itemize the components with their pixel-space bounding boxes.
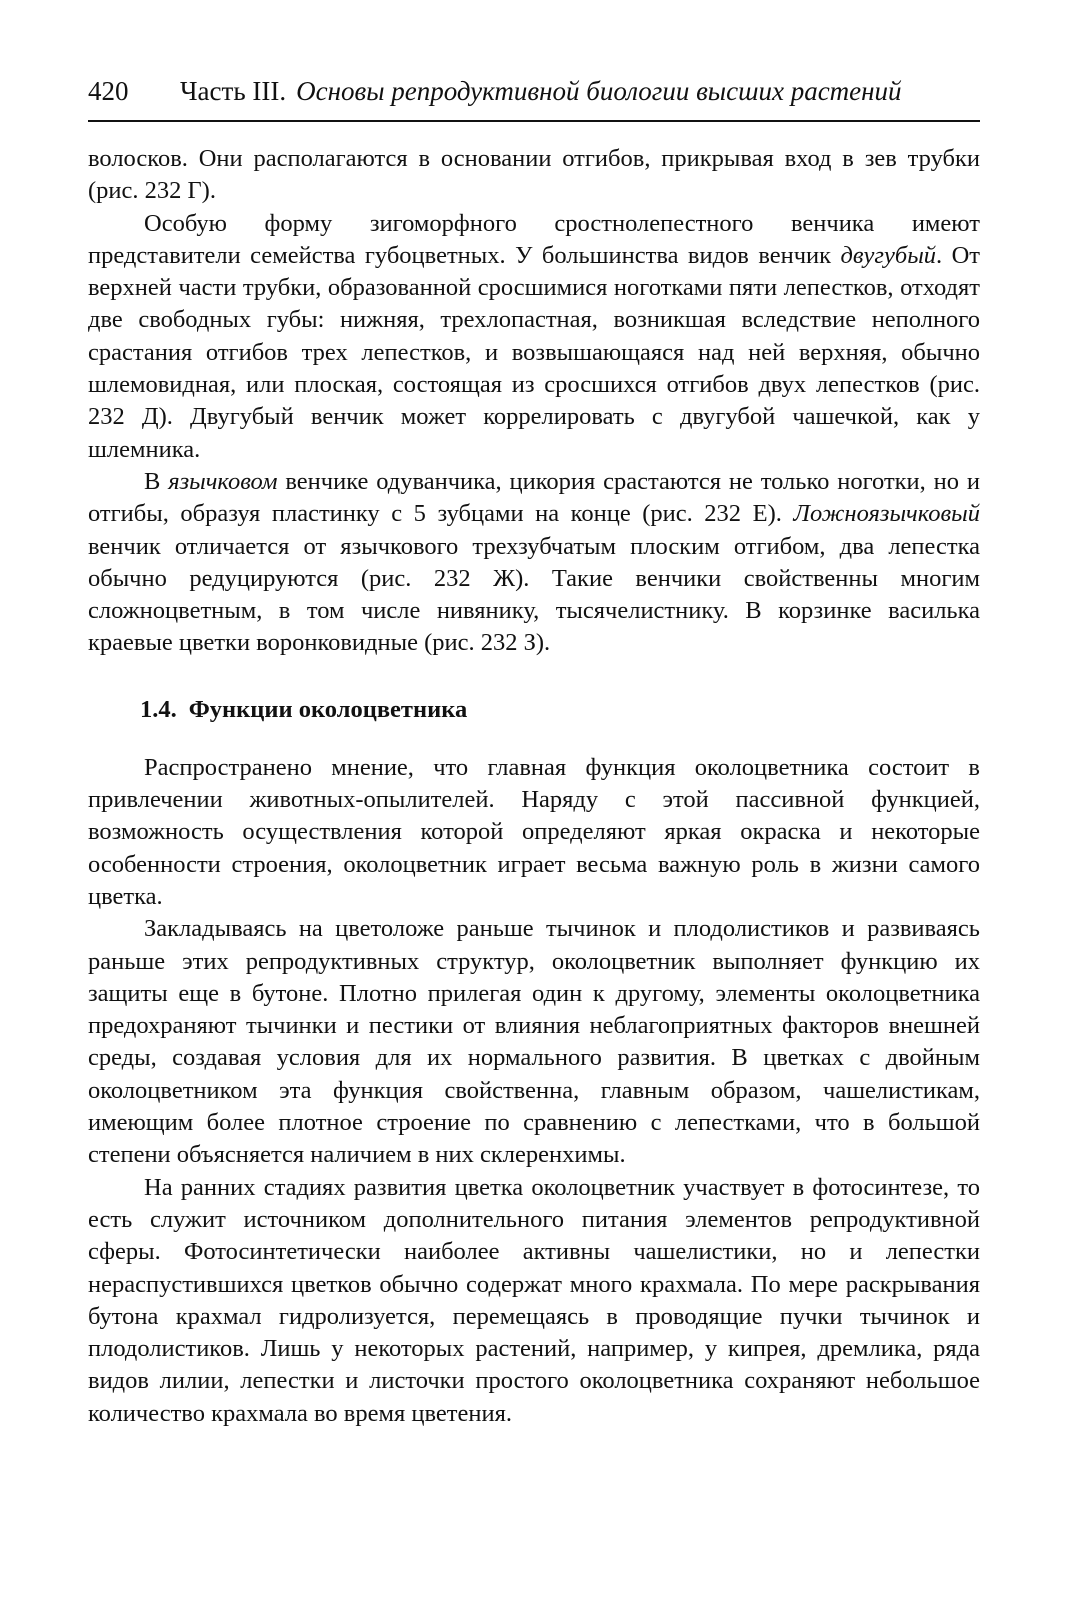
running-header-title: Основы репродуктивной биологии высших растений (296, 76, 902, 106)
page-body (88, 143, 980, 1430)
term-ligulate: язычковом (168, 467, 278, 495)
running-header-part: Часть III. (180, 76, 287, 106)
page-header (88, 76, 980, 122)
section-heading (140, 694, 980, 726)
term-bilabiate: двугубый (840, 241, 937, 269)
paragraph-text: венчике одуванчика, цикория срастаются не только ноготки, но и отгибы, образуя пластинку с 5 зубцами на конце (рис. 232 Е). (88, 467, 980, 528)
continued-paragraph: волосков. Они располагаются в основании отгибов, прикрывая вход в зев трубки (рис. 232 Г). (88, 145, 980, 205)
paragraph-bilabiate-corolla (88, 208, 980, 466)
page-number: 420 (88, 76, 129, 106)
paragraph-text: . От верхней части трубки, образованной сросшимися ноготками пяти лепестков, отходят две свободных губы: нижняя, трехлопастная, возникшая вследствие неполного срастания отгибов трех лепестков, и возвышающаяся над ней верхняя, обычно шлемовидная, или плоская, состоящая из сросшихся отгибов двух лепестков (рис. 232 Д). Двугубый венчик может коррелировать с двугубой чашечкой, как у шлемника. (88, 241, 981, 463)
paragraph-perianth-protection: Закладываясь на цветоложе раньше тычинок и плодолистиков и развиваясь раньше этих репродуктивных структур, околоцветник выполняет функцию их защиты еще в бутоне. Плотно прилегая один к другому, элементы околоцветника предохраняют тычинки и пестики от влияния неблагоприятных факторов внешней среды, создавая условия для их нормального развития. В цветках с двойным околоцветником эта функция свойственна, главным образом, чашелистикам, имеющим более плотное строение по сравнению с лепестками, что в большой степени объясняется наличием в них склеренхимы. (88, 915, 980, 1169)
paragraph-text: венчик отличается от язычкового трехзубчатым плоским отгибом, два лепестка обычно редуцируются (рис. 232 Ж). Такие венчики свойственны многим сложноцветным, в том числе нивянику, тысячелистнику. В корзинке василька краевые цветки воронковидные (рис. 232 З). (88, 532, 980, 657)
section-number: 1.4. (140, 695, 177, 723)
paragraph-text: В (144, 467, 169, 495)
term-false-ligulate: Ложноязычковый (793, 500, 980, 528)
paragraph-text: Особую форму зигоморфного сростнолепестного венчика имеют представители семейства губоцветных. У большинства видов венчик (88, 209, 980, 269)
paragraph-ligulate-corolla (88, 466, 980, 660)
paragraph-perianth-photosynthesis: На ранних стадиях развития цветка околоцветник участвует в фотосинтезе, то есть служит источником дополнительного питания элементов репродуктивной сферы. Фотосинтетически наиболее активны чашелистики, но и лепестки нераспустившихся цветков обычно содержат много крахмала. По мере раскрывания бутона крахмал гидролизуется, перемещаясь в проводящие пучки тычинок и плодолистиков. Лишь у некоторых растений, например, у кипрея, дремлика, ряда видов лилии, лепестки и листочки простого околоцветника сохраняют небольшое количество крахмала во время цветения. (88, 1173, 980, 1427)
section-title: Функции околоцветника (188, 695, 468, 723)
paragraph-perianth-function: Распространено мнение, что главная функция околоцветника состоит в привлечении животных-опылителей. Наряду с этой пассивной функцией, возможность осуществления которой определяют яркая окраска и некоторые особенности строения, околоцветник играет весьма важную роль в жизни самого цветка. (88, 753, 980, 910)
